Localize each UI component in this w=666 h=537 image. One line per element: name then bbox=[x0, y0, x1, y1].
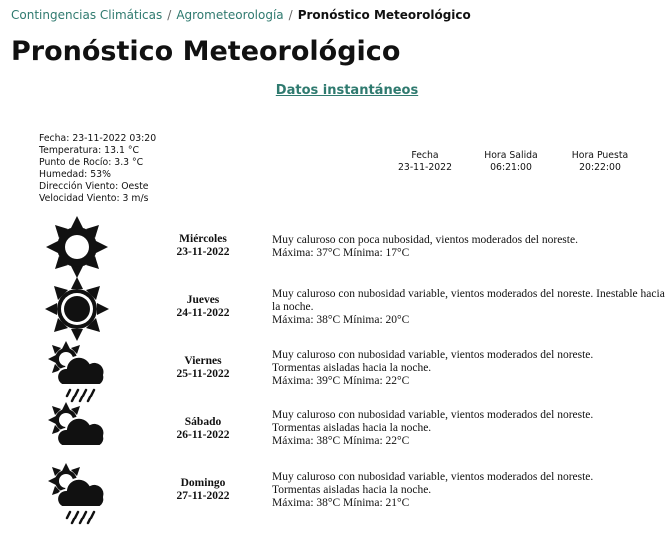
forecast-day bbox=[150, 294, 256, 320]
sun-icon bbox=[44, 276, 110, 342]
sunrise-value: 06:21:00 bbox=[490, 162, 532, 173]
forecast-day-name: Miércoles bbox=[179, 233, 227, 245]
breadcrumb-separator: / bbox=[288, 8, 293, 22]
forecast-description: Muy caluroso con nubosidad variable, vientos moderados del noreste. Tormentas aisladas hacia la noche. bbox=[272, 349, 594, 374]
forecast-day-name: Jueves bbox=[186, 294, 220, 306]
sun-cloud-icon bbox=[44, 400, 110, 466]
forecast-row bbox=[0, 216, 666, 278]
forecast-text bbox=[272, 471, 632, 510]
sun-cloud-rain-icon bbox=[44, 461, 110, 527]
station-dew-point: Punto de Rocío: 3.3 °C bbox=[39, 157, 144, 169]
breadcrumb-link-contingencias[interactable]: Contingencias Climáticas bbox=[11, 8, 163, 22]
forecast-text bbox=[272, 234, 666, 260]
sun-date-value: 23-11-2022 bbox=[397, 162, 453, 173]
forecast-description: Muy caluroso con nubosidad variable, vientos moderados del noreste. Tormentas aisladas hacia la noche. bbox=[272, 471, 594, 496]
forecast-day-date: 26-11-2022 bbox=[176, 429, 230, 441]
forecast-day-name: Domingo bbox=[180, 477, 226, 489]
station-humidity: Humedad: 53% bbox=[39, 169, 111, 181]
forecast-temperatures: Máxima: 39°C Mínima: 22°C bbox=[272, 375, 410, 387]
forecast-text bbox=[272, 409, 632, 448]
forecast-description: Muy caluroso con poca nubosidad, vientos moderados del noreste. bbox=[272, 234, 578, 246]
station-readings bbox=[39, 133, 156, 206]
forecast-day bbox=[150, 477, 256, 503]
station-wind-speed: Velocidad Viento: 3 m/s bbox=[39, 193, 149, 205]
forecast-row bbox=[0, 461, 666, 523]
sunrise-label: Hora Salida bbox=[484, 150, 538, 161]
forecast-text bbox=[272, 349, 632, 388]
forecast-temperatures: Máxima: 37°C Mínima: 17°C bbox=[272, 247, 410, 259]
forecast-row bbox=[0, 339, 666, 401]
forecast-day bbox=[150, 233, 256, 259]
breadcrumb bbox=[11, 7, 471, 23]
page-title: Pronóstico Meteorológico bbox=[11, 36, 401, 67]
sunset-label: Hora Puesta bbox=[571, 150, 629, 161]
forecast-day-date: 25-11-2022 bbox=[176, 368, 230, 380]
sunset-value: 20:22:00 bbox=[579, 162, 621, 173]
instant-data-link[interactable]: Datos instantáneos bbox=[275, 83, 419, 98]
breadcrumb-current: Pronóstico Meteorológico bbox=[297, 8, 471, 22]
forecast-row bbox=[0, 400, 666, 462]
forecast-day bbox=[150, 416, 256, 442]
forecast-description: Muy caluroso con nubosidad variable, vientos moderados del noreste. Tormentas aisladas hacia la noche. bbox=[272, 409, 594, 434]
station-wind-direction: Dirección Viento: Oeste bbox=[39, 181, 149, 193]
forecast-temperatures: Máxima: 38°C Mínima: 22°C bbox=[272, 435, 410, 447]
forecast-day-name: Sábado bbox=[184, 416, 222, 428]
forecast-day-date: 27-11-2022 bbox=[176, 490, 230, 502]
breadcrumb-separator: / bbox=[167, 8, 172, 22]
sun-icon bbox=[44, 214, 110, 280]
forecast-day-date: 23-11-2022 bbox=[176, 246, 230, 258]
forecast-description: Muy caluroso con nubosidad variable, vientos moderados del noreste. Inestable hacia la noche. bbox=[272, 288, 665, 313]
station-date: Fecha: 23-11-2022 03:20 bbox=[39, 133, 157, 144]
sun-date-label: Fecha bbox=[411, 150, 439, 161]
forecast-text bbox=[272, 288, 666, 327]
breadcrumb-link-agrometeorologia[interactable]: Agrometeorología bbox=[176, 8, 284, 22]
forecast-row bbox=[0, 278, 666, 340]
forecast-temperatures: Máxima: 38°C Mínima: 20°C bbox=[272, 314, 410, 326]
forecast-temperatures: Máxima: 38°C Mínima: 21°C bbox=[272, 497, 410, 509]
forecast-day-name: Viernes bbox=[184, 355, 222, 367]
sun-cloud-rain-icon bbox=[44, 339, 110, 405]
station-temperature: Temperatura: 13.1 °C bbox=[39, 145, 139, 157]
sunset-column bbox=[545, 150, 655, 174]
forecast-day-date: 24-11-2022 bbox=[176, 307, 230, 319]
forecast-day bbox=[150, 355, 256, 381]
